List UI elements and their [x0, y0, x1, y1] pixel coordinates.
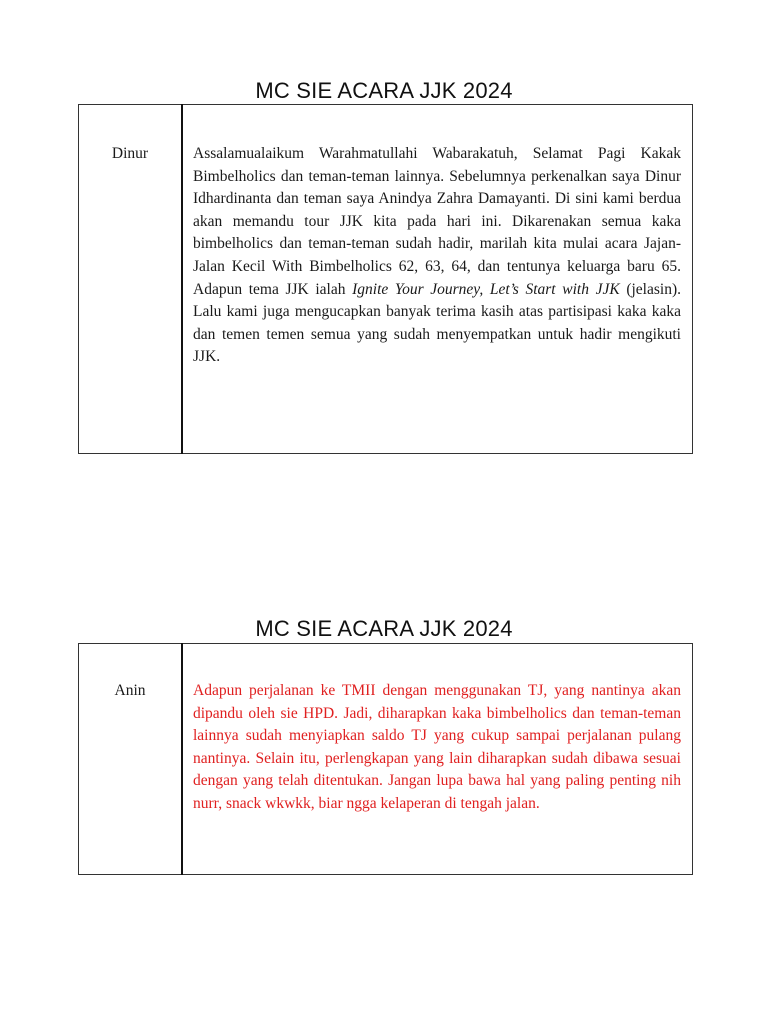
speaker-cell [79, 644, 183, 875]
speaker-cell [79, 105, 183, 454]
event-theme: Ignite Your Journey, Let’s Start with JJK [352, 280, 620, 298]
script-text-closing: (jelasin). Lalu kami juga mengucapkan banyak terima kasih atas partisipasi kaka kaka dan temen temen semua yang sudah menyempatkan untuk hadir mengikuti JJK. [193, 280, 681, 366]
mc-script-table [78, 104, 693, 454]
script-cell [182, 105, 693, 454]
page-title: MC SIE ACARA JJK 2024 [255, 616, 513, 641]
script-text: Adapun perjalanan ke TMII dengan menggunakan TJ, yang nantinya akan dipandu oleh sie HPD. Jadi, diharapkan kaka bimbelholics dan teman-teman lainnya sudah menyiapkan saldo TJ yang cukup sampai perjalanan pulang nantinya. Selain itu, perlengkapan yang lain diharapkan sudah dibawa sesuai dengan yang telah ditentukan. Jangan lupa bawa hal yang paling penting nih nurr, snack wkwkk, biar ngga kelaperan di tengah jalan. [193, 682, 681, 812]
table-row [79, 644, 693, 875]
page-title: MC SIE ACARA JJK 2024 [255, 78, 513, 103]
script-cell [182, 644, 693, 875]
script-text-intro: Assalamualaikum Warahmatullahi Wabarakatuh, Selamat Pagi Kakak Bimbelholics dan teman-teman lainnya. Sebelumnya perkenalkan saya Dinur Idhardinanta dan teman saya Anindya Zahra Damayanti. Di sini kami berdua akan memandu tour JJK kita pada hari ini. Dikarenakan semua kaka bimbelholics dan teman-teman sudah hadir, marilah kita mulai acara Jajan-Jalan Kecil With Bimbelholics 62, 63, 64, dan tentunya keluarga baru 65. Adapun tema JJK ialah [193, 145, 681, 298]
table-row [79, 105, 693, 454]
mc-script-table [78, 643, 693, 875]
script-text [183, 105, 692, 369]
speaker-name: Anin [114, 682, 146, 699]
speaker-name: Dinur [111, 145, 149, 162]
